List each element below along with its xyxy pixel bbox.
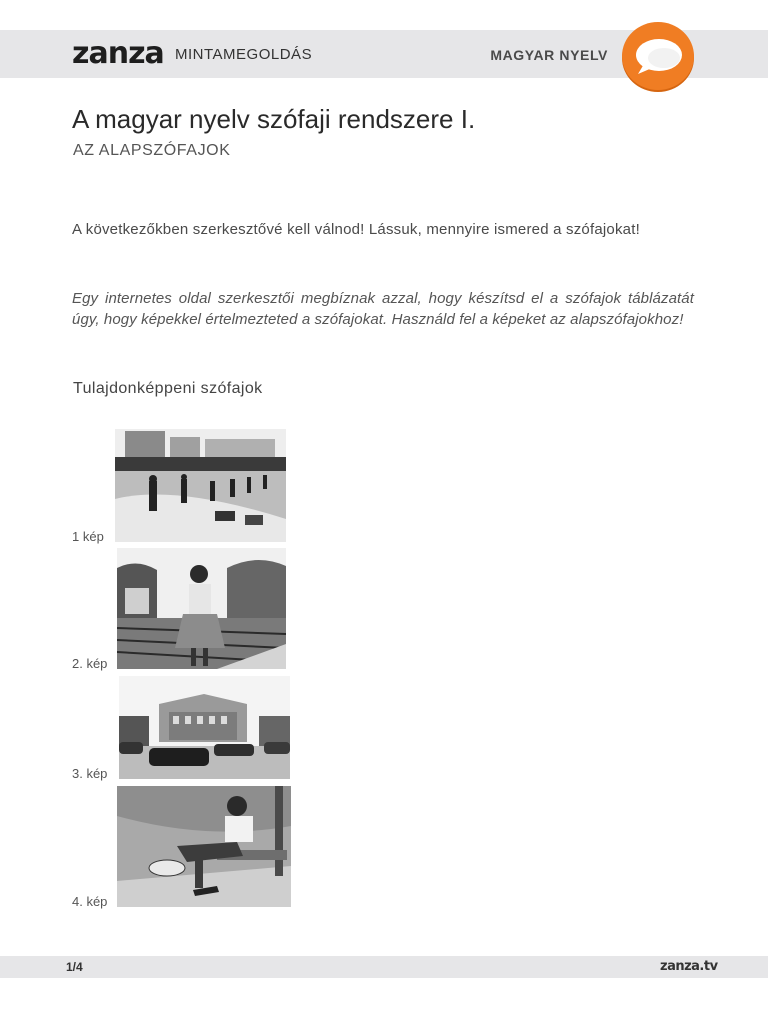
site-link[interactable]: zanza.tv [660,959,718,974]
brand-subtitle: MINTAMEGOLDÁS [175,46,313,63]
speech-bubble-icon [622,22,694,90]
section-heading: Tulajdonképpeni szófajok [73,380,263,397]
photo-2 [117,548,286,669]
footer-band [0,956,768,978]
page-title: A magyar nyelv szófaji rendszere I. [72,104,476,134]
photo-caption-3: 3. kép [72,766,108,781]
page-number: 1/4 [66,960,83,974]
photo-caption-2: 2. kép [72,656,108,671]
photo-3 [119,676,290,779]
subject-label: MAGYAR NYELV [490,47,608,63]
page-subtitle: AZ ALAPSZÓFAJOK [73,142,231,159]
intro-paragraph: A következőkben szerkesztővé kell válnod! Lássuk, mennyire ismered a szófajokat! [72,221,640,238]
task-paragraph: Egy internetes oldal szerkesztői megbíznak azzal, hogy készítsd el a szófajok táblázatát úgy, hogy képekkel értelmezteted a szófajokat. Használd fel a képeket az alapszófajokhoz! [72,290,694,328]
photo-caption-4: 4. kép [72,894,108,909]
photo-4 [117,786,291,907]
photo-1 [115,429,286,542]
photo-caption-1: 1 kép [72,529,104,544]
brand-logo[interactable]: zanza [72,36,164,71]
